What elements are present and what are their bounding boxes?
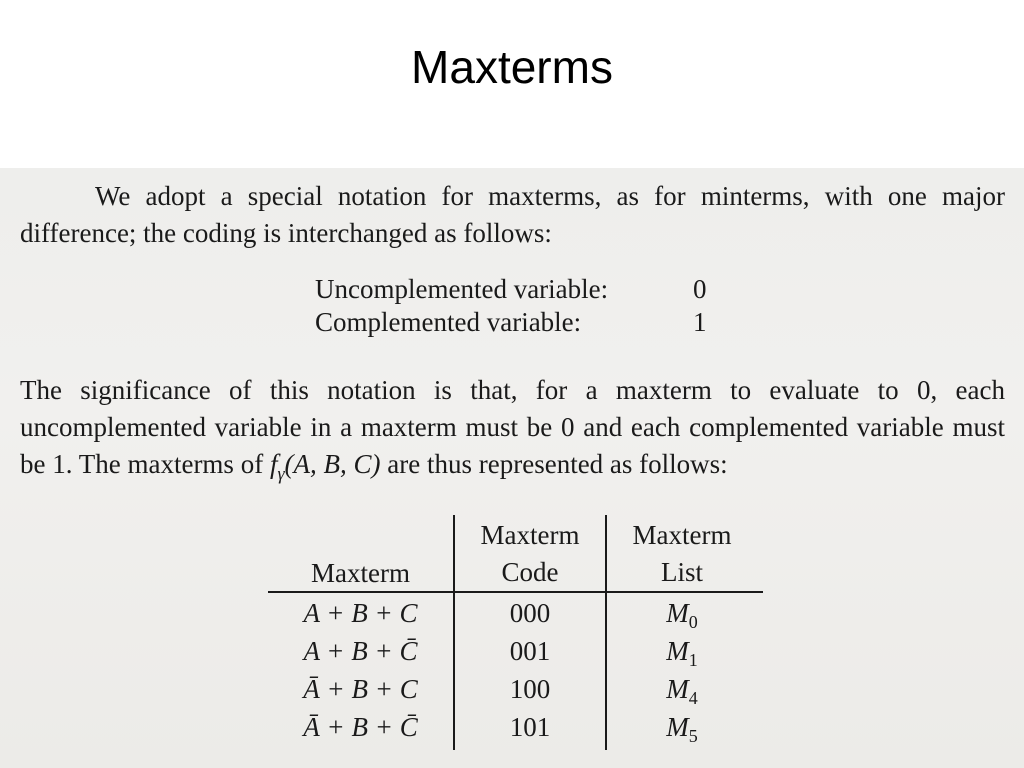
maxterm-list: $M_1$ (666, 636, 698, 670)
table-header (268, 515, 763, 593)
table-body (268, 593, 763, 745)
maxterm-list: $M_0$ (666, 598, 698, 632)
header-line: Maxterm (632, 520, 732, 550)
header-maxterm-list (607, 517, 757, 591)
function-notation: $f_\gamma(A$, B, C) (269, 449, 381, 484)
slide-title: Maxterms (411, 41, 613, 93)
table-row (268, 669, 763, 707)
maxterm-code: 000 (509, 598, 551, 628)
paragraph-significance (20, 372, 1005, 492)
maxterm-list: $M_5$ (666, 712, 698, 746)
maxterm-list: $M_4$ (666, 674, 698, 708)
maxterm-code: 100 (509, 674, 551, 704)
header-line: Maxterm (480, 520, 580, 550)
maxterm-expression: A + B + C (303, 598, 418, 628)
table-row (268, 631, 763, 669)
maxterm-table (268, 515, 763, 745)
header-line: List (660, 557, 703, 587)
coding-label: Complemented variable: (315, 307, 582, 337)
paragraph-significance-tail: are thus represented as follows: (387, 449, 728, 479)
maxterm-code: 101 (509, 712, 551, 742)
coding-label: Uncomplemented variable: (315, 274, 609, 304)
header-maxterm-code (455, 517, 605, 591)
table-row (268, 593, 763, 631)
coding-row-uncomplemented (315, 273, 715, 306)
maxterm-code: 001 (509, 636, 551, 666)
coding-value: 1 (693, 307, 707, 337)
coding-value: 0 (693, 274, 707, 304)
maxterm-expression: A + B + C̄ (303, 636, 418, 666)
maxterm-expression: Ā + B + C (303, 674, 418, 704)
coding-list (315, 273, 715, 339)
header-maxterm: Maxterm (311, 558, 410, 588)
paragraph-intro: We adopt a special notation for maxterms, as for minterms, with one major difference; the coding is interchanged as follows: (20, 181, 1005, 248)
paragraph-significance-text: The significance of this notation is that, for a maxterm to evaluate to 0, each uncomplemented variable in a maxterm must be 0 and each complemented variable must be 1. The maxterms of (20, 375, 1005, 479)
maxterm-expression: Ā + B + C̄ (303, 712, 418, 742)
header-line: Code (501, 557, 559, 587)
table-row (268, 707, 763, 745)
coding-row-complemented (315, 306, 715, 339)
